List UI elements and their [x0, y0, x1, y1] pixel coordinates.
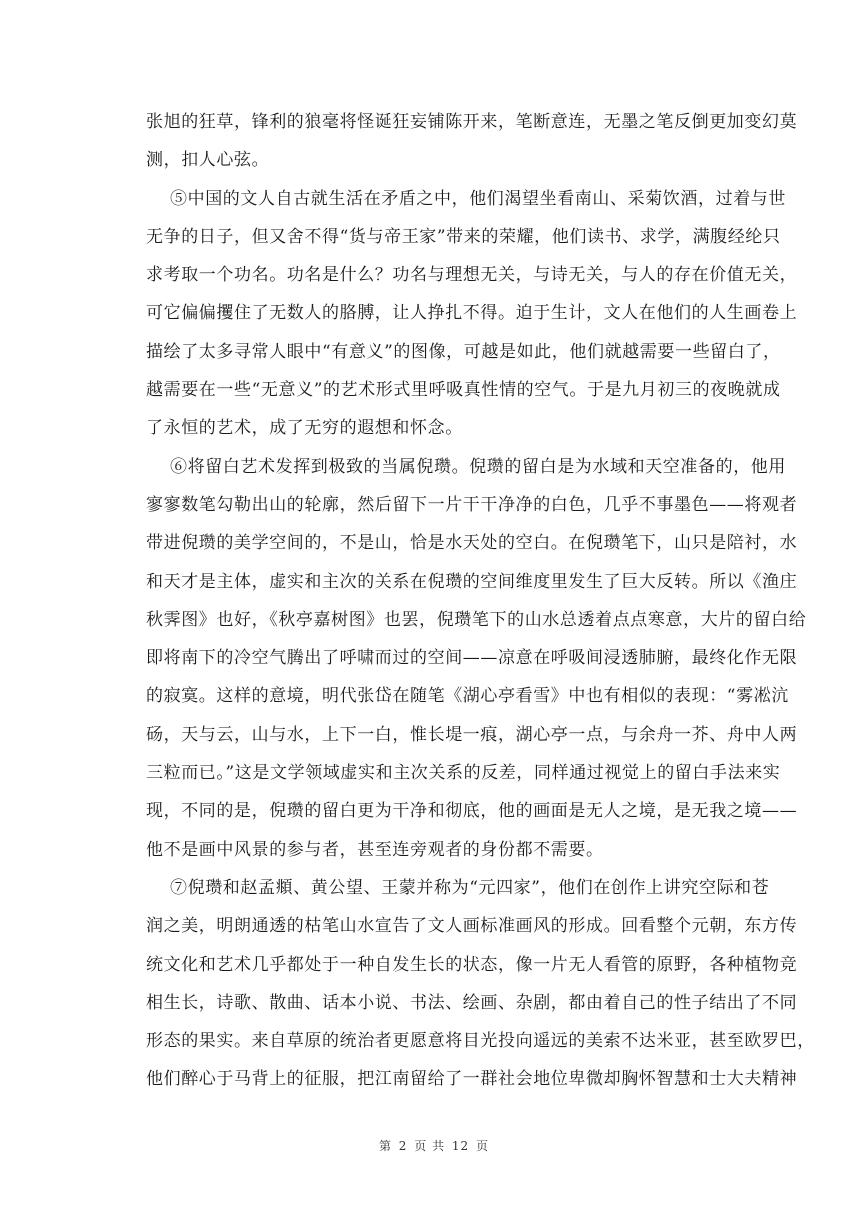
text-line: 的寂寞。这样的意境，明代张岱在随笔《湖心亭看雪》中也有相似的表现：“雾凇沆: [146, 686, 789, 707]
text-line: ⑦倪瓒和赵孟頫、黄公望、王蒙并称为“元四家”，他们在创作上讲究空际和苍: [170, 877, 770, 898]
page-footer: [0, 1137, 868, 1154]
text-line: 和天才是主体，虚实和主次的关系在倪瓒的空间维度里发生了巨大反转。所以《渔庄: [146, 571, 798, 592]
body-text: [146, 103, 815, 1099]
text-line: 他不是画中风景的参与者，甚至连旁观者的身份都不需要。: [146, 839, 604, 860]
text-line: 可它偏偏攫住了无数人的胳膊，让人挣扎不得。迫于生计，文人在他们的人生画卷上: [146, 303, 798, 324]
text-line: 张旭的狂草，锋利的狼毫将怪诞狂妄铺陈开来，笔断意连，无墨之笔反倒更加变幻莫: [146, 112, 798, 132]
text-line: 越需要在一些“无意义”的艺术形式里呼吸真性情的空气。于是九月初三的夜晚就成: [146, 380, 781, 401]
text-line: 描绘了太多寻常人眼中“有意义”的图像，可越是如此，他们就越需要一些留白了，: [146, 341, 781, 362]
text-line: ⑥将留白艺术发挥到极致的当属倪瓒。倪瓒的留白是为水域和天空准备的，他用: [170, 456, 786, 477]
footer-suffix: 页: [476, 1139, 490, 1153]
text-line: 他们醉心于马背上的征服，把江南留给了一群社会地位卑微却胸怀智慧和士大夫精神: [146, 1069, 798, 1090]
text-line: 三粒而已。”这是文学领域虚实和主次关系的反差，同样通过视觉上的留白手法来实: [146, 763, 781, 784]
text-line: 砀，天与云，山与水，上下一白，惟长堤一痕，湖心亭一点，与余舟一芥、舟中人两: [146, 724, 798, 745]
text-line: 求考取一个功名。功名是什么？功名与理想无关，与诗无关，与人的存在价值无关，: [146, 265, 798, 286]
text-line: 即将南下的冷空气腾出了呼啸而过的空间——凉意在呼吸间浸透肺腑，最终化作无限: [146, 648, 798, 669]
text-line: 了永恒的艺术，成了无穷的遐想和怀念。: [146, 418, 463, 439]
text-line: ⑤中国的文人自古就生活在矛盾之中，他们渴望坐看南山、采菊饮酒，过着与世: [170, 188, 786, 209]
text-line: 寥寥数笔勾勒出山的轮廓，然后留下一片干干净净的白色，几乎不事墨色——将观者: [146, 494, 798, 515]
text-line: 秋霁图》也好，《秋亭嘉树图》也罢，倪瓒笔下的山水总透着点点寒意，大片的留白给: [146, 609, 807, 630]
text-line: 带进倪瓒的美学空间的，不是山，恰是水天处的空白。在倪瓒笔下，山只是陪衬，水: [146, 533, 798, 554]
text-line: 统文化和艺术几乎都处于一种自发生长的状态，像一片无人看管的原野，各种植物竞: [146, 954, 798, 975]
footer-current-page: 2: [398, 1139, 408, 1153]
text-line: 形态的果实。来自草原的统治者更愿意将目光投向遥远的美索不达米亚，甚至欧罗巴，: [146, 1031, 815, 1052]
text-line: 测，扣人心弦。: [146, 150, 270, 171]
text-line: 相生长，诗歌、散曲、话本小说、书法、绘画、杂剧，都由着自己的性子结出了不同: [146, 992, 798, 1013]
text-line: 无争的日子，但又舍不得“货与帝王家”带来的荣耀，他们读书、求学，满腹经纶只: [146, 226, 781, 247]
text-line: 现，不同的是，倪瓒的留白更为干净和彻底，他的画面是无人之境，是无我之境——: [146, 801, 798, 822]
text-line: 润之美，明朗通透的枯笔山水宣告了文人画标准画风的形成。回看整个元朝，东方传: [146, 916, 798, 937]
footer-middle: 页 共: [414, 1139, 446, 1153]
footer-prefix: 第: [378, 1139, 392, 1153]
footer-total-pages: 12: [451, 1139, 470, 1153]
